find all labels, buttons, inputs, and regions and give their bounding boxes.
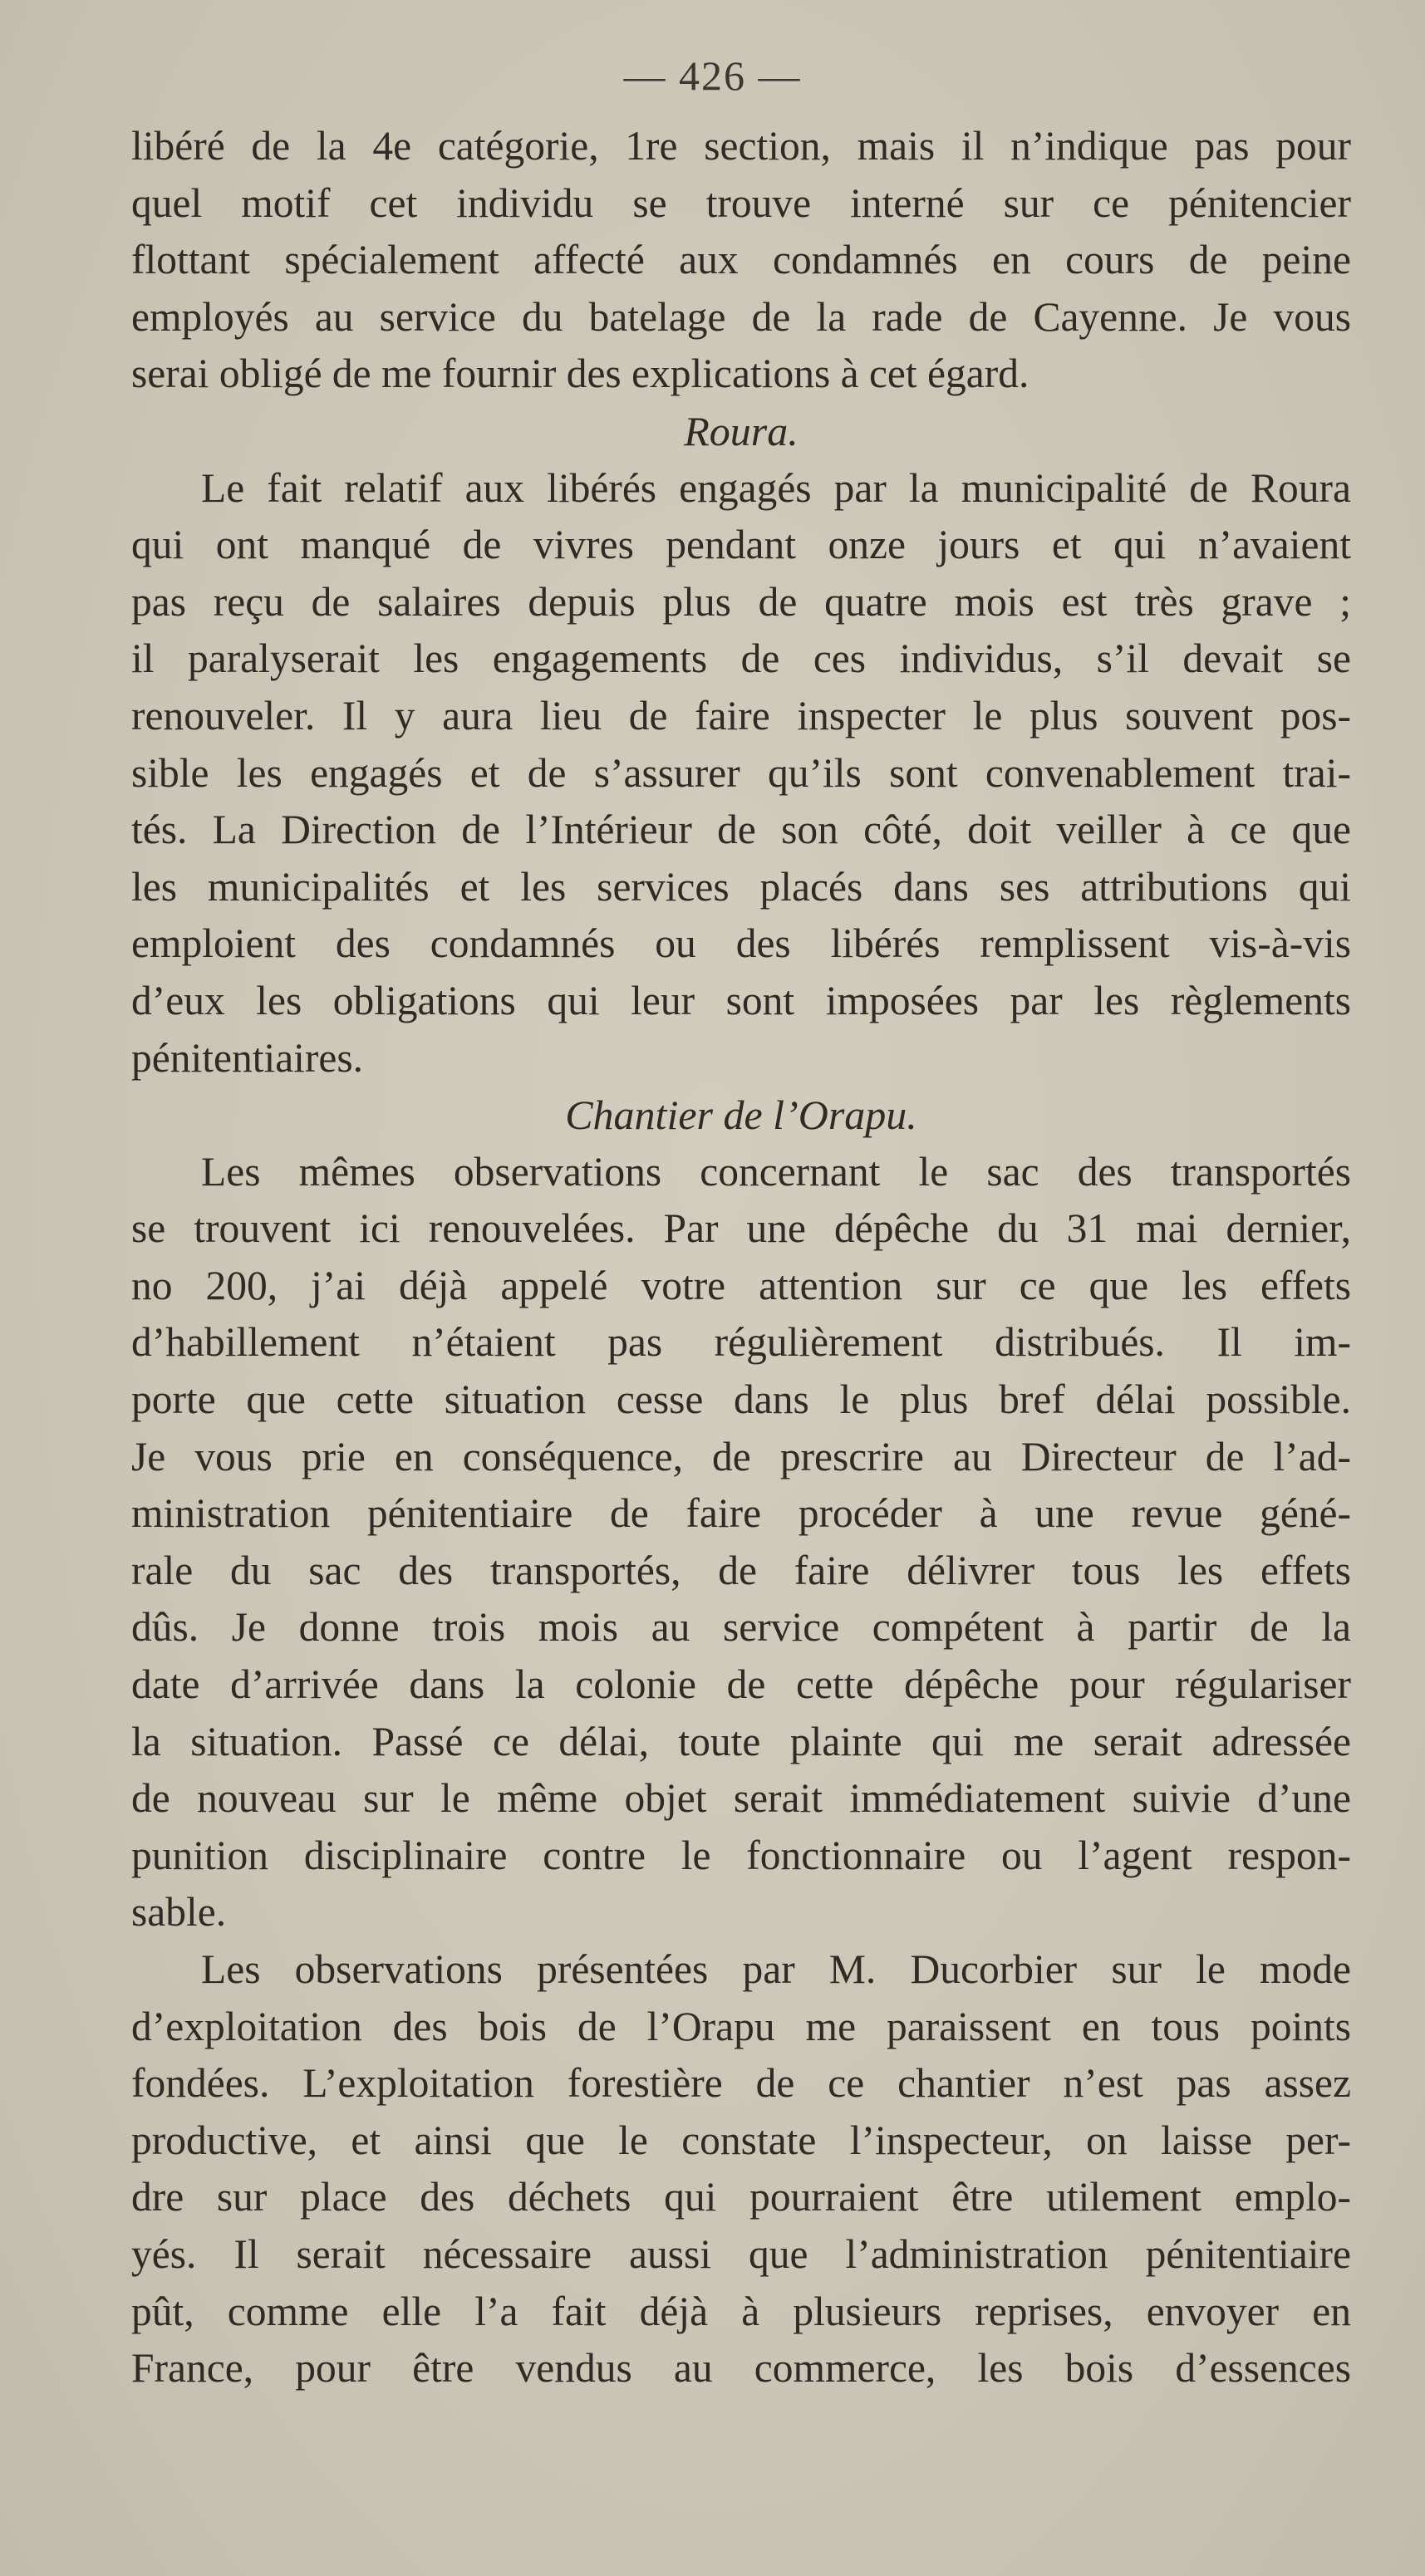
text-line: emploient des condamnés ou des libérés remplissent vis-à-vis [131, 920, 1351, 967]
text-line: de nouveau sur le même objet serait immédiatement suivie d’une [131, 1775, 1351, 1822]
text-line: d’habillement n’étaient pas régulièrement distribués. Il im- [131, 1319, 1351, 1366]
text-line: sible les engagés et de s’assurer qu’ils sont convenablement trai- [131, 749, 1351, 796]
text-line: date d’arrivée dans la colonie de cette dépêche pour régulariser [131, 1661, 1351, 1708]
text-line: France, pour être vendus au commerce, les bois d’essences [131, 2345, 1351, 2392]
text-line: quel motif cet individu se trouve interné sur ce pénitencier [131, 179, 1351, 226]
text-line: pût, comme elle l’a fait déjà à plusieurs reprises, envoyer en [131, 2288, 1351, 2334]
page-number: — 426 — [623, 52, 802, 99]
text-line: pas reçu de salaires depuis plus de quatre mois est très grave ; [131, 578, 1351, 625]
text-line: d’exploitation des bois de l’Orapu me paraissent en tous points [131, 2003, 1351, 2049]
text-line: sable. [131, 1889, 227, 1936]
text-line: serai obligé de me fournir des explications à cet égard. [131, 351, 1029, 397]
text-line: no 200, j’ai déjà appelé votre attention sur ce que les effets [131, 1262, 1351, 1308]
text-line: dûs. Je donne trois mois au service compétent à partir de la [131, 1604, 1351, 1651]
body-text [131, 118, 1351, 2397]
text-line: Je vous prie en conséquence, de prescrire au Directeur de l’ad- [131, 1433, 1351, 1479]
text-line: d’eux les obligations qui leur sont imposées par les règlements [131, 977, 1351, 1023]
text-line: se trouvent ici renouvelées. Par une dépêche du 31 mai dernier, [131, 1205, 1351, 1252]
text-line: rale du sac des transportés, de faire délivrer tous les effets [131, 1547, 1351, 1593]
text-line: dre sur place des déchets qui pourraient être utilement emplo- [131, 2174, 1351, 2220]
text-line: tés. La Direction de l’Intérieur de son côté, doit veiller à ce que [131, 807, 1351, 853]
text-line: porte que cette situation cesse dans le plus bref délai possible. [131, 1376, 1351, 1423]
section-heading: Roura. [684, 407, 798, 454]
text-line: Le fait relatif aux libérés engagés par la municipalité de Roura [201, 464, 1351, 511]
text-line: renouveler. Il y aura lieu de faire inspecter le plus souvent pos- [131, 692, 1351, 738]
text-line: ministration pénitentiaire de faire procéder à une revue géné- [131, 1490, 1351, 1537]
text-line: flottant spécialement affecté aux condamnés en cours de peine [131, 237, 1351, 283]
text-line: qui ont manqué de vivres pendant onze jours et qui n’avaient [131, 522, 1351, 568]
text-line: Les mêmes observations concernant le sac des transportés [201, 1148, 1351, 1195]
text-line: yés. Il serait nécessaire aussi que l’administration pénitentiaire [131, 2230, 1351, 2277]
text-line: les municipalités et les services placés dans ses attributions qui [131, 863, 1351, 910]
text-line: libéré de la 4e catégorie, 1re section, mais il n’indique pas pour [131, 123, 1351, 169]
text-line: la situation. Passé ce délai, toute plainte qui me serait adressée [131, 1718, 1351, 1764]
text-line: Les observations présentées par M. Ducorbier sur le mode [201, 1946, 1351, 1992]
text-line: pénitentiaires. [131, 1034, 364, 1081]
text-line: productive, et ainsi que le constate l’inspecteur, on laisse per- [131, 2117, 1351, 2163]
text-line: fondées. L’exploitation forestière de ce chantier n’est pas assez [131, 2060, 1351, 2107]
text-line: punition disciplinaire contre le fonctionnaire ou l’agent respon- [131, 1832, 1351, 1878]
section-heading: Chantier de l’Orapu. [565, 1092, 917, 1139]
text-line: employés au service du batelage de la rade de Cayenne. Je vous [131, 293, 1351, 340]
text-line: il paralyserait les engagements de ces individus, s’il devait se [131, 635, 1351, 682]
